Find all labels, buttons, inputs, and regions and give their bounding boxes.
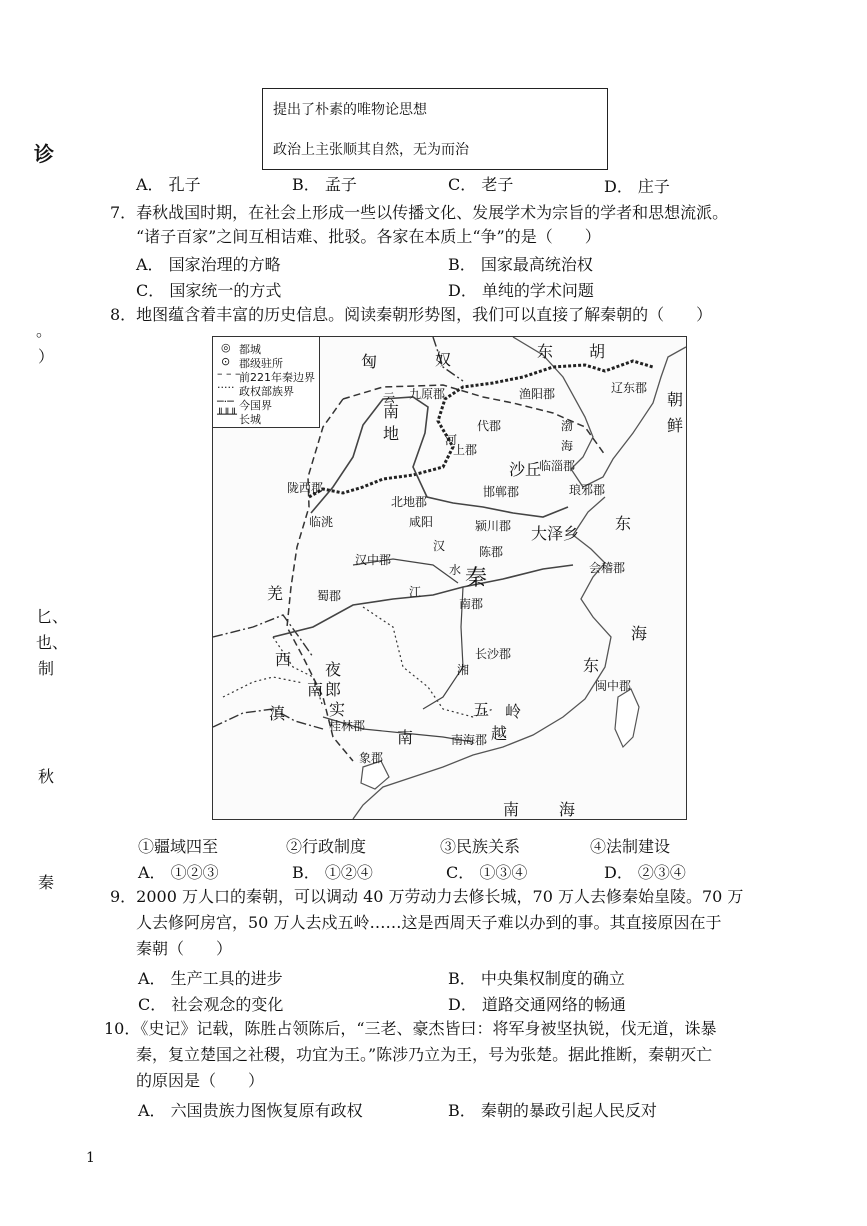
regime-border-line-icon: ····· — [217, 381, 235, 394]
q10-option-b[interactable]: B． 秦朝的暴政引起人民反对 — [448, 1101, 657, 1120]
map-label: 东 — [615, 514, 632, 533]
margin-char: 秦 — [38, 873, 55, 892]
q10-option-a[interactable]: A． 六国贵族力图恢复原有政权 — [138, 1101, 363, 1120]
q6-option-d[interactable]: D． 庄子 — [604, 177, 670, 196]
map-label: 咸阳 — [409, 515, 434, 529]
map-label: 桂林郡 — [329, 719, 366, 733]
capital-icon: ◎ — [221, 341, 231, 354]
map-label: 南 — [397, 728, 414, 747]
map-label: 九原郡 — [409, 387, 446, 401]
q9-stem-line1: 9．2000 万人口的秦朝，可以调动 40 万劳动力去修长城，70 万人去修秦始皇陵。70 万 — [110, 887, 744, 906]
q7-option-b[interactable]: B． 国家最高统治权 — [448, 255, 593, 274]
legend-item: 前221年秦边界 — [239, 371, 315, 384]
map-legend — [213, 337, 320, 428]
map-label: 蜀郡 — [317, 589, 342, 603]
commandery-seat-icon: ⊙ — [221, 355, 231, 368]
map-label: 地 — [383, 424, 400, 443]
margin-char: 。 — [36, 321, 53, 340]
q7-stem-line1: 7．春秋战国时期，在社会上形成一些以传播文化、发展学术为宗旨的学者和思想流派。 — [110, 203, 729, 222]
q9-stem-line2: 人去修阿房宫，50 万人去戍五岭……这是西周天子难以办到的事。其直接原因在于 — [136, 913, 722, 932]
map-label: 沙丘 — [509, 460, 542, 479]
q8-option-a[interactable]: A． ①②③ — [138, 863, 219, 882]
map-label: 海 — [631, 624, 648, 643]
legend-item: 政权部族界 — [239, 385, 294, 398]
quote-box — [262, 88, 608, 170]
q8-stem: 8．地图蕴含着丰富的历史信息。阅读秦朝形势图，我们可以直接了解秦朝的（ ） — [110, 305, 713, 324]
map-label: 颍川郡 — [475, 519, 512, 533]
map-label: 南 — [307, 680, 324, 699]
q10-stem-line2: 秦，复立楚国之社稷，功宜为王。”陈涉乃立为王，号为张楚。据此推断，秦朝灭亡 — [136, 1045, 713, 1064]
map-label: 渔阳郡 — [519, 387, 556, 401]
map-label: 临淄郡 — [539, 459, 576, 473]
map-label: 越 — [491, 724, 508, 743]
q6-option-b[interactable]: B． 孟子 — [292, 175, 357, 194]
q6-option-c[interactable]: C． 老子 — [448, 175, 514, 194]
legend-item: 今国界 — [239, 399, 272, 412]
qin-dynasty-map — [212, 336, 687, 820]
map-label: 东 — [537, 342, 554, 361]
q6-option-a[interactable]: A． 孔子 — [136, 175, 201, 194]
map-label: 西 — [275, 650, 292, 669]
map-label: 水 — [449, 563, 462, 577]
q10-stem-line1: 10．《史记》记载，陈胜占领陈后，“三老、豪杰皆曰：将军身被坚执锐，伐无道，诛暴 — [104, 1019, 717, 1038]
map-label: 会稽郡 — [589, 561, 626, 575]
map-label: 海 — [559, 800, 576, 819]
map-label: 鲜 — [667, 416, 684, 435]
margin-char: 秋 — [38, 767, 55, 786]
box-line: 政治上主张顺其自然，无为而治 — [273, 142, 469, 158]
legend-item: 长城 — [239, 413, 261, 426]
q7-option-c[interactable]: C． 国家统一的方式 — [136, 281, 282, 300]
map-label: 夜 — [325, 660, 342, 679]
map-label: 大泽乡 — [531, 524, 580, 543]
map-label: 南郡 — [459, 597, 484, 611]
q9-option-d[interactable]: D． 道路交通网络的畅通 — [448, 995, 626, 1014]
box-line: 提出了朴素的唯物论思想 — [273, 102, 427, 118]
map-label: 奴 — [435, 350, 452, 369]
q8-option-d[interactable]: D． ②③④ — [604, 863, 686, 882]
map-label: 渤 — [561, 419, 574, 433]
map-label: 实 — [329, 700, 346, 719]
map-label: 胡 — [589, 342, 606, 361]
q7-option-d[interactable]: D． 单纯的学术问题 — [448, 281, 594, 300]
legend-item: 郡级驻所 — [239, 357, 283, 370]
modern-border-line-icon: ─·─ — [217, 395, 234, 408]
map-label: 东 — [583, 656, 600, 675]
map-label: 岭 — [505, 702, 522, 721]
qin-border-line-icon: – – – — [217, 367, 241, 380]
map-label: 长沙郡 — [475, 647, 512, 661]
q10-stem-line3: 的原因是（ ） — [136, 1071, 265, 1090]
map-label: 云 — [383, 391, 396, 405]
q9-option-b[interactable]: B． 中央集权制度的确立 — [448, 969, 625, 988]
map-label: 闽中郡 — [595, 679, 632, 693]
great-wall-line-icon: ╨╨╨ — [217, 408, 237, 421]
map-label: 陈郡 — [479, 545, 504, 559]
margin-char: 匕、 — [36, 607, 69, 626]
q9-option-c[interactable]: C． 社会观念的变化 — [138, 995, 284, 1014]
map-label: 海 — [561, 439, 574, 453]
map-label: 临洮 — [309, 515, 334, 529]
legend-item: 都城 — [239, 343, 261, 356]
map-label: 邯郸郡 — [483, 485, 520, 499]
q8-option-c[interactable]: C． ①③④ — [446, 863, 528, 882]
map-label: 湘 — [457, 663, 470, 677]
margin-char: 诊 — [34, 142, 54, 166]
map-label: 汉 — [433, 539, 446, 553]
margin-char: ） — [38, 347, 55, 366]
q9-stem-line3: 秦朝（ ） — [136, 939, 233, 958]
map-label: 琅邪郡 — [569, 483, 606, 497]
map-label: 南 — [383, 402, 400, 421]
map-label: 秦 — [465, 566, 488, 591]
map-label: 陇西郡 — [287, 481, 324, 495]
map-label: 象郡 — [359, 751, 384, 765]
map-label: 羌 — [267, 584, 284, 603]
map-label: 五 — [473, 700, 490, 719]
q8-item: ①疆域四至 — [138, 837, 219, 856]
map-label: 匈 — [361, 352, 378, 371]
map-label: 河 — [445, 433, 458, 447]
margin-char: 也、 — [36, 633, 69, 652]
map-label: 朝 — [667, 390, 684, 409]
q9-option-a[interactable]: A． 生产工具的进步 — [138, 969, 283, 988]
map-label: 代郡 — [477, 419, 502, 433]
q8-item: ④法制建设 — [590, 837, 671, 856]
q7-stem-line2: “诸子百家”之间互相诘难、批驳。各家在本质上“争”的是（ ） — [136, 227, 601, 246]
map-label: 北地郡 — [391, 495, 428, 509]
map-label: 汉中郡 — [355, 553, 392, 567]
map-label: 郎 — [325, 680, 342, 699]
map-label: 滇 — [269, 704, 286, 723]
map-label: 南海郡 — [451, 733, 488, 747]
q8-item: ②行政制度 — [286, 837, 367, 856]
map-label: 辽东郡 — [611, 381, 648, 395]
map-label: 江 — [409, 585, 422, 599]
q8-option-b[interactable]: B． ①②④ — [292, 863, 373, 882]
margin-char: 制 — [38, 659, 55, 678]
map-label: 上郡 — [453, 443, 478, 457]
page-number: 1 — [86, 1150, 95, 1166]
map-label: 南 — [503, 800, 520, 819]
q8-item: ③民族关系 — [440, 837, 521, 856]
q7-option-a[interactable]: A． 国家治理的方略 — [136, 255, 281, 274]
